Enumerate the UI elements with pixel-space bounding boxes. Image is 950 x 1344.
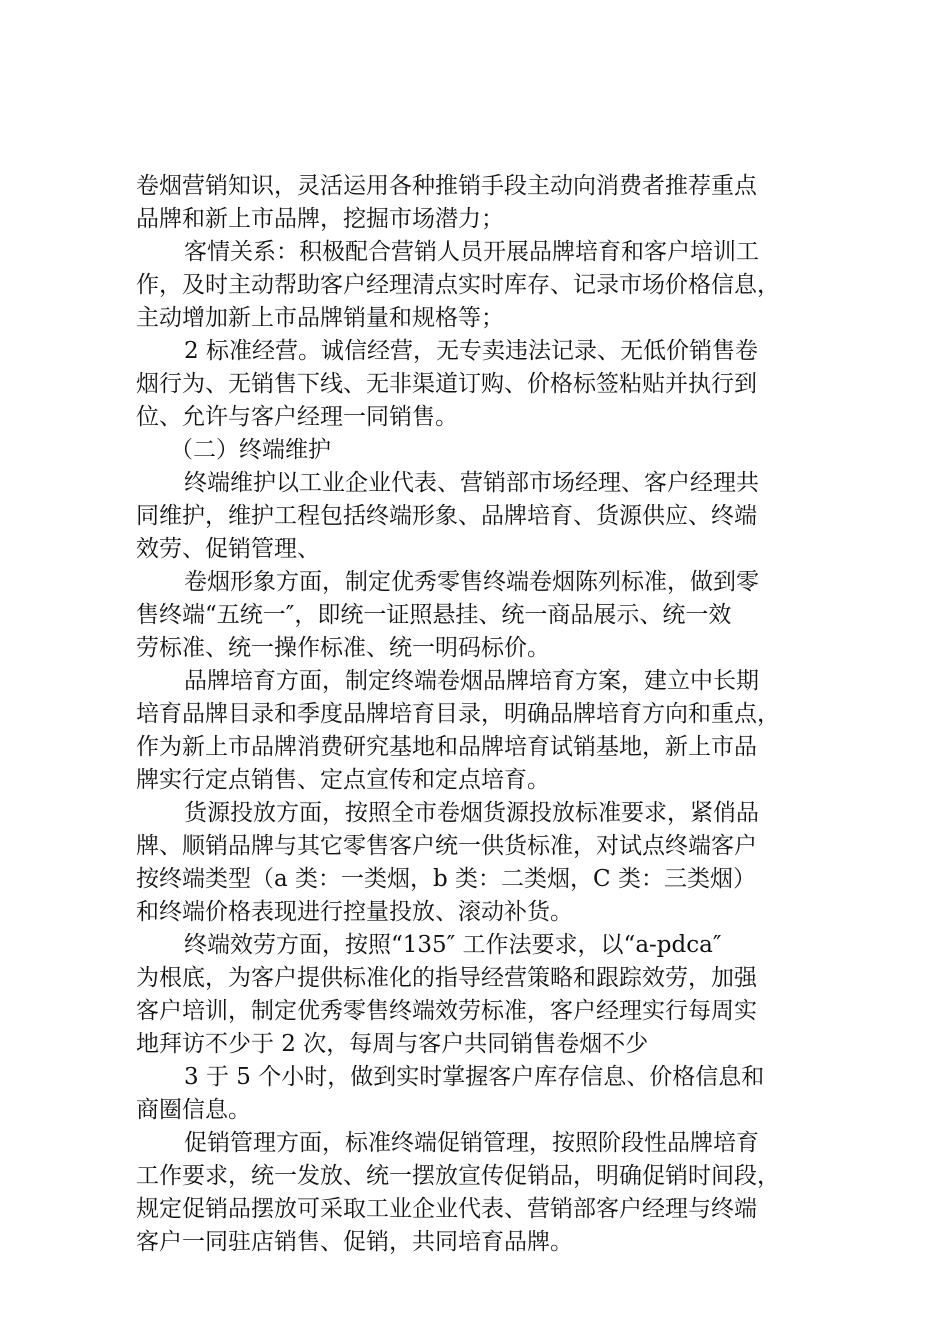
section-heading: （二）终端维护 (170, 437, 331, 463)
paragraph-line: 品牌培育方面，制定终端卷烟品牌培育方案，建立中长期 (184, 668, 759, 694)
paragraph-line: 终端效劳方面，按照“135″ 工作法要求，以“a-pdca″ (184, 932, 722, 958)
paragraph-line: 地拜访不少于 2 次，每周与客户共同销售卷烟不少 (136, 1031, 649, 1057)
paragraph-line: 作，及时主动帮助客户经理清点实时库存、记录市场价格信息， (136, 272, 780, 298)
paragraph-line: 和终端价格表现进行控量投放、滚动补货。 (136, 899, 573, 925)
paragraph-line: 作为新上市品牌消费研究基地和品牌培育试销基地，新上市品 (136, 734, 757, 760)
paragraph-line: 品牌和新上市品牌，挖掘市场潜力； (136, 206, 504, 232)
paragraph-line: 同维护，维护工程包括终端形象、品牌培育、货源供应、终端 (136, 503, 757, 529)
paragraph-line: 客情关系：积极配合营销人员开展品牌培育和客户培训工 (184, 239, 759, 265)
paragraph-line: 客户培训，制定优秀零售终端效劳标准，客户经理实行每周实 (136, 998, 757, 1024)
paragraph-line: 位、允许与客户经理一同销售。 (136, 404, 458, 430)
document-body (136, 170, 826, 1259)
paragraph-line: 商圈信息。 (136, 1097, 251, 1123)
paragraph-line: 按终端类型（a 类：一类烟，b 类：二类烟，C 类：三类烟） (136, 866, 756, 892)
paragraph-line: 2 标准经营。诚信经营，无专卖违法记录、无低价销售卷 (184, 338, 758, 364)
paragraph-line: 3 于 5 个小时，做到实时掌握客户库存信息、价格信息和 (184, 1064, 765, 1090)
paragraph-line: 为根底，为客户提供标准化的指导经营策略和跟踪效劳，加强 (136, 965, 757, 991)
paragraph-line: 培育品牌目录和季度品牌培育目录，明确品牌培育方向和重点， (136, 701, 780, 727)
paragraph-line: 劳标准、统一操作标准、统一明码标价。 (136, 635, 550, 661)
paragraph-line: 牌、顺销品牌与其它零售客户统一供货标准，对试点终端客户 (136, 833, 757, 859)
paragraph-line: 卷烟形象方面，制定优秀零售终端卷烟陈列标准，做到零 (184, 569, 759, 595)
paragraph-line: 货源投放方面，按照全市卷烟货源投放标准要求，紧俏品 (184, 800, 759, 826)
paragraph-line: 工作要求，统一发放、统一摆放宣传促销品，明确促销时间段， (136, 1163, 780, 1189)
paragraph-line: 终端维护以工业企业代表、营销部市场经理、客户经理共 (184, 470, 759, 496)
paragraph-line: 主动增加新上市品牌销量和规格等； (136, 305, 504, 331)
paragraph-line: 售终端“五统一″，即统一证照悬挂、统一商品展示、统一效 (136, 602, 732, 628)
paragraph-line: 促销管理方面，标准终端促销管理，按照阶段性品牌培育 (184, 1130, 759, 1156)
paragraph-line: 牌实行定点销售、定点宣传和定点培育。 (136, 767, 550, 793)
paragraph-line: 效劳、促销管理、 (136, 536, 320, 562)
paragraph-line: 卷烟营销知识，灵活运用各种推销手段主动向消费者推荐重点 (136, 173, 757, 199)
paragraph-line: 烟行为、无销售下线、无非渠道订购、价格标签粘贴并执行到 (136, 371, 757, 397)
paragraph-line: 客户一同驻店销售、促销，共同培育品牌。 (136, 1229, 573, 1255)
paragraph-line: 规定促销品摆放可采取工业企业代表、营销部客户经理与终端 (136, 1196, 757, 1222)
